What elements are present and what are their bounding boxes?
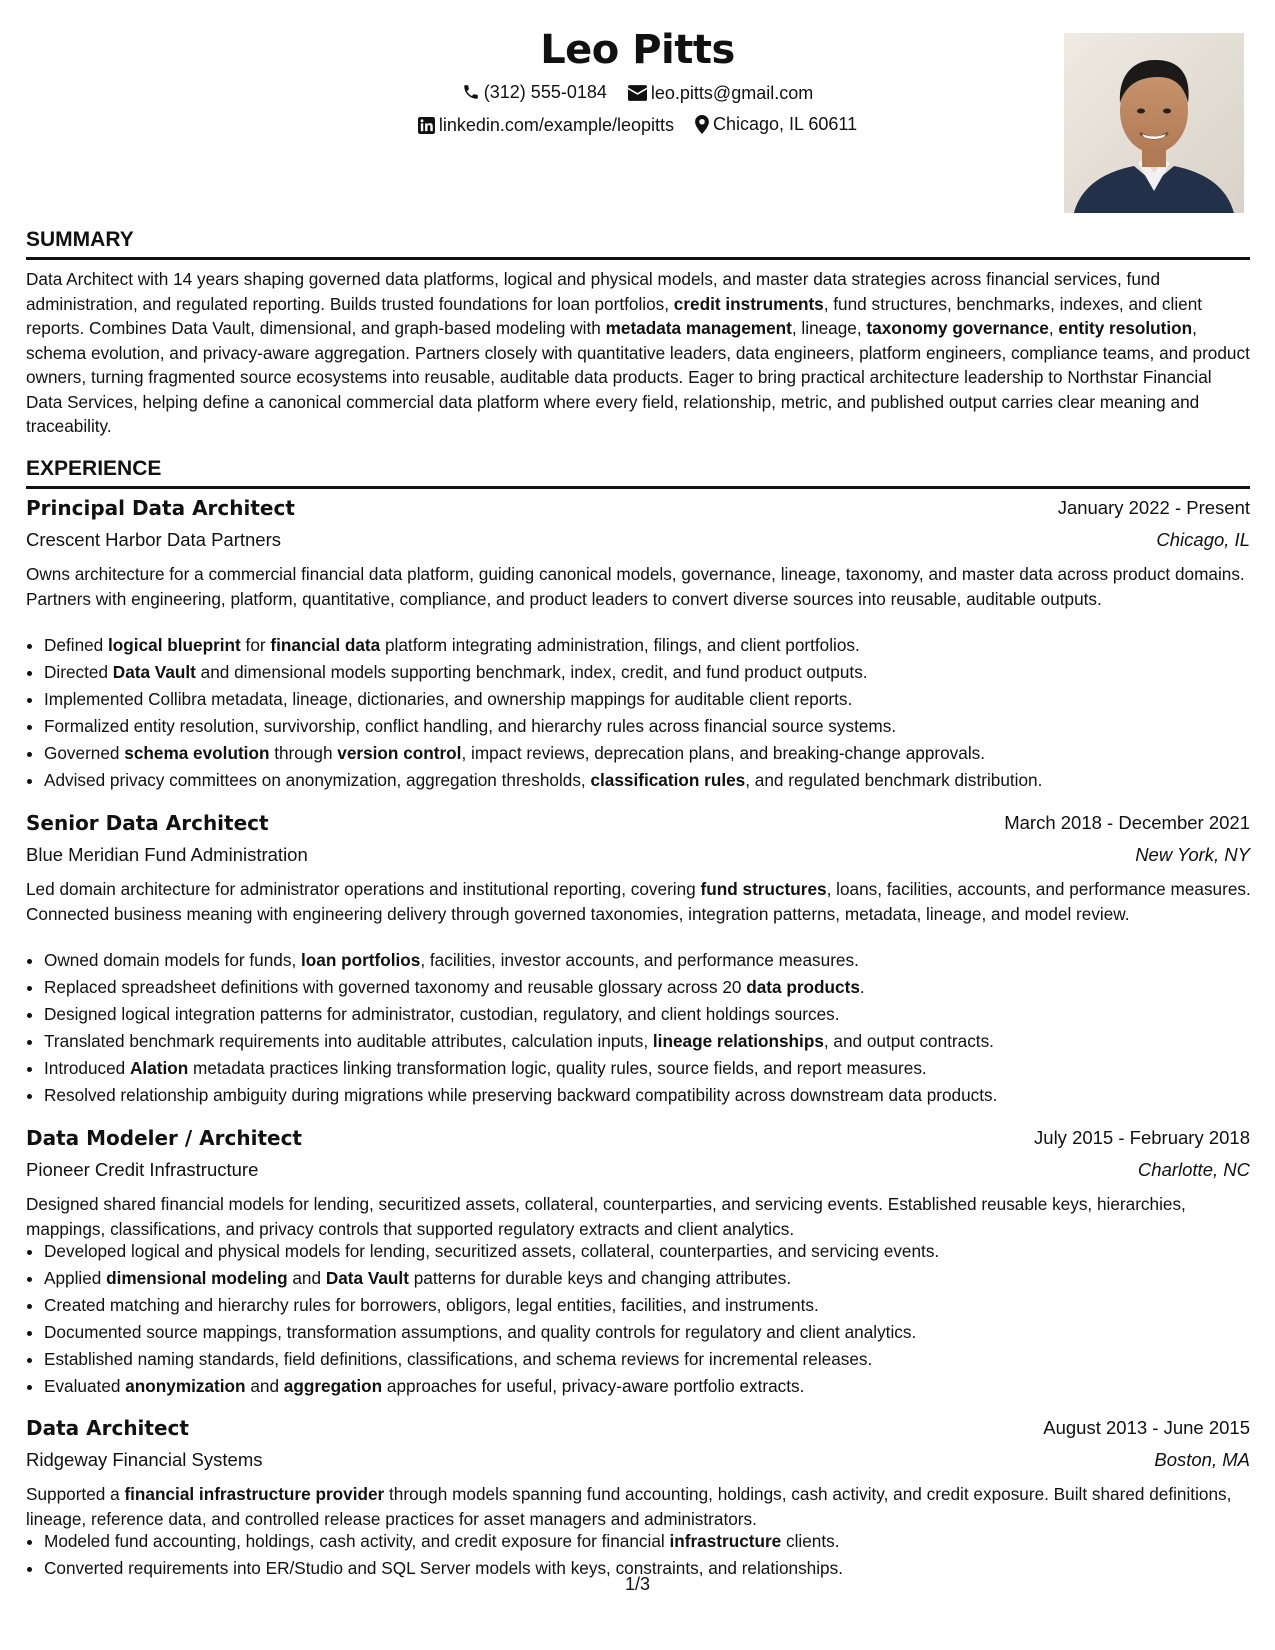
job-description: [26, 562, 1252, 611]
text-run: , fund structures, benchmarks, indexes, and client reports. Combines Data Vault, dimensional, and graph-based modeling with: [26, 293, 1203, 338]
text-run: patterns for durable keys and changing attributes.: [408, 1268, 792, 1288]
text-run: Converted requirements into ER/Studio and SQL Server models with keys, constraints, and relationships.: [44, 1558, 843, 1578]
text-run: , facilities, investor accounts, and performance measures.: [420, 950, 859, 970]
text-run: Designed logical integration patterns for administrator, custodian, regulatory, and client holdings sources.: [44, 1004, 840, 1024]
email-address[interactable]: leo.pitts@gmail.com: [650, 83, 814, 103]
summary-divider: [26, 257, 1250, 260]
bold-keyword: financial data: [270, 635, 381, 655]
job-bullet: [44, 686, 1270, 713]
job-title: Senior Data Architect: [26, 811, 269, 835]
job-location: New York, NY: [1135, 844, 1250, 865]
text-run: and: [287, 1268, 326, 1288]
job-company: Pioneer Credit Infrastructure: [26, 1159, 259, 1180]
experience-heading: EXPERIENCE: [26, 457, 162, 480]
job-bullet: [44, 1528, 1270, 1555]
job-bullet: [44, 1055, 1270, 1082]
job-company: Blue Meridian Fund Administration: [26, 844, 308, 865]
bold-keyword: data products: [746, 977, 860, 997]
text-run: , impact reviews, deprecation plans, and breaking-change approvals.: [461, 743, 986, 763]
location-text: Chicago, IL 60611: [713, 114, 858, 134]
text-run: Established naming standards, field definitions, classifications, and schema reviews for incremental releases.: [44, 1349, 873, 1369]
bold-keyword: taxonomy governance: [866, 318, 1049, 338]
text-run: ,: [1048, 318, 1059, 338]
text-run: clients.: [781, 1531, 840, 1551]
job-bullet: [44, 1346, 1270, 1373]
job-bullet: [44, 713, 1270, 740]
job-location: Boston, MA: [1154, 1449, 1250, 1470]
job-bullet: [44, 1028, 1270, 1055]
text-run: through models spanning fund accounting, holdings, cash activity, and credit exposure. Built shared definitions, lineage, reference data, and controlled release practices for asset managers and administrators.: [26, 1484, 1232, 1529]
text-run: Directed: [44, 662, 113, 682]
bold-keyword: credit instruments: [673, 293, 824, 314]
bold-keyword: entity resolution: [1058, 318, 1193, 338]
candidate-name: Leo Pitts: [540, 27, 735, 73]
text-run: , and output contracts.: [823, 1031, 994, 1051]
job-title: Principal Data Architect: [26, 496, 295, 520]
text-run: Governed: [44, 743, 125, 763]
job-bullet: [44, 974, 1270, 1001]
job-description: [26, 1192, 1252, 1241]
job-dates: January 2022 - Present: [1057, 497, 1250, 518]
job-bullet: [44, 1319, 1270, 1346]
text-run: Owned domain models for funds,: [44, 950, 301, 970]
bold-keyword: infrastructure: [669, 1531, 782, 1551]
summary-text: [26, 267, 1252, 439]
text-run: Created matching and hierarchy rules for borrowers, obligors, legal entities, facilities, and instruments.: [44, 1295, 819, 1315]
job-bullet: [44, 1292, 1270, 1319]
text-run: Led domain architecture for administrator operations and institutional reporting, covering: [26, 879, 701, 899]
summary-heading: SUMMARY: [26, 228, 134, 251]
text-run: metadata practices linking transformation logic, quality rules, source fields, and report measures.: [188, 1058, 927, 1078]
page-number: 1/3: [624, 1574, 651, 1594]
linkedin-url[interactable]: linkedin.com/example/leopitts: [438, 115, 674, 135]
text-run: for: [240, 635, 271, 655]
bold-keyword: Data Vault: [325, 1268, 409, 1288]
profile-photo: [1064, 33, 1244, 213]
text-run: Introduced: [44, 1058, 130, 1078]
job-bullet: [44, 632, 1270, 659]
text-run: Translated benchmark requirements into auditable attributes, calculation inputs,: [44, 1031, 653, 1051]
text-run: Data Architect with 14 years shaping governed data platforms, logical and physical models, and master data strategies across financial services, fund administration, and regulated reporting. Builds trusted foundations for loan portfolios,: [26, 269, 1161, 314]
text-run: Resolved relationship ambiguity during migrations while preserving backward compatibility across downstream data products.: [44, 1085, 998, 1105]
text-run: and: [245, 1376, 284, 1396]
job-description: [26, 877, 1252, 926]
bold-keyword: dimensional modeling: [106, 1268, 288, 1288]
text-run: Modeled fund accounting, holdings, cash activity, and credit exposure for financial: [44, 1531, 670, 1551]
job-bullet: [44, 740, 1270, 767]
text-run: Formalized entity resolution, survivorship, conflict handling, and hierarchy rules across financial source systems.: [44, 716, 897, 736]
job-bullet-list: [26, 1238, 1270, 1400]
map-pin-icon: [695, 115, 709, 134]
job-bullet: [44, 1001, 1270, 1028]
linkedin-icon: [418, 117, 435, 134]
email-contact[interactable]: [628, 81, 813, 105]
text-run: approaches for useful, privacy-aware portfolio extracts.: [382, 1376, 805, 1396]
text-run: , loans, facilities, accounts, and performance measures. Connected business meaning with engineering delivery through governed taxonomies, integration patterns, metadata, lineage, and model review.: [26, 879, 1251, 924]
job-bullet-list: [26, 632, 1270, 794]
text-run: platform integrating administration, filings, and client portfolios.: [380, 635, 860, 655]
text-run: .: [859, 977, 865, 997]
phone-icon: [462, 83, 480, 101]
text-run: Implemented Collibra metadata, lineage, dictionaries, and ownership mappings for auditable client reports.: [44, 689, 853, 709]
job-bullet: [44, 659, 1270, 686]
text-run: Replaced spreadsheet definitions with governed taxonomy and reusable glossary across 20: [44, 977, 747, 997]
bold-keyword: lineage relationships: [652, 1031, 824, 1051]
job-location: Charlotte, NC: [1137, 1159, 1250, 1180]
bold-keyword: version control: [337, 743, 462, 763]
job-bullet: [44, 1373, 1270, 1400]
job-dates: August 2013 - June 2015: [1043, 1417, 1250, 1438]
text-run: , and regulated benchmark distribution.: [745, 770, 1043, 790]
job-bullet: [44, 767, 1270, 794]
job-title: Data Architect: [26, 1416, 189, 1440]
location-contact: [695, 112, 857, 136]
bold-keyword: Alation: [130, 1058, 189, 1078]
text-run: and dimensional models supporting benchmark, index, credit, and fund product outputs.: [195, 662, 868, 682]
text-run: Documented source mappings, transformation assumptions, and quality controls for regulatory and client analytics.: [44, 1322, 917, 1342]
text-run: Supported a: [26, 1484, 125, 1504]
bold-keyword: financial infrastructure provider: [124, 1484, 385, 1504]
bold-keyword: logical blueprint: [108, 635, 241, 655]
linkedin-contact[interactable]: [418, 113, 674, 137]
bold-keyword: fund structures: [700, 879, 827, 899]
job-bullet: [44, 1265, 1270, 1292]
text-run: Defined: [44, 635, 109, 655]
text-run: , lineage,: [791, 318, 867, 338]
bold-keyword: schema evolution: [124, 743, 270, 763]
phone-number: (312) 555-0184: [483, 82, 607, 102]
text-run: Owns architecture for a commercial financial data platform, guiding canonical models, governance, lineage, taxonomy, and master data across product domains. Partners with engineering, platform, quantitative, compliance, and product leaders to convert diverse sources into reusable, auditable outputs.: [26, 564, 1245, 609]
job-company: Crescent Harbor Data Partners: [26, 529, 281, 550]
text-run: Developed logical and physical models for lending, securitized assets, collateral, counterparties, and servicing events.: [44, 1241, 940, 1261]
bold-keyword: classification rules: [590, 770, 746, 790]
text-run: Designed shared financial models for lending, securitized assets, collateral, counterparties, and servicing events. Established reusable keys, hierarchies, mappings, classifications, and privacy controls that supported regulatory extracts and client analytics.: [26, 1194, 1186, 1239]
job-dates: March 2018 - December 2021: [1004, 812, 1250, 833]
experience-divider: [26, 486, 1250, 489]
job-bullet: [44, 1082, 1270, 1109]
job-dates: July 2015 - February 2018: [1034, 1127, 1250, 1148]
bold-keyword: aggregation: [283, 1376, 383, 1396]
job-description: [26, 1482, 1252, 1531]
text-run: Advised privacy committees on anonymization, aggregation thresholds,: [44, 770, 591, 790]
envelope-icon: [628, 85, 647, 101]
bold-keyword: Data Vault: [112, 662, 196, 682]
job-title: Data Modeler / Architect: [26, 1126, 302, 1150]
job-bullet-list: [26, 947, 1270, 1109]
job-location: Chicago, IL: [1156, 529, 1250, 550]
text-run: Applied: [44, 1268, 107, 1288]
phone-contact: [462, 80, 607, 104]
job-bullet: [44, 1238, 1270, 1265]
bold-keyword: metadata management: [605, 318, 792, 338]
job-company: Ridgeway Financial Systems: [26, 1449, 263, 1470]
text-run: Evaluated: [44, 1376, 126, 1396]
bold-keyword: loan portfolios: [301, 950, 421, 970]
bold-keyword: anonymization: [125, 1376, 246, 1396]
text-run: through: [269, 743, 338, 763]
text-run: , schema evolution, and privacy-aware aggregation. Partners closely with quantitative leaders, data engineers, platform engineers, compliance teams, and product owners, turning fragmented source ecosystems into reusable, auditable data products. Eager to bring practical architecture leadership to Northstar Financial Data Services, helping define a canonical commercial data platform where every field, relationship, metric, and published output carries clear meaning and traceability.: [26, 318, 1250, 436]
job-bullet: [44, 947, 1270, 974]
